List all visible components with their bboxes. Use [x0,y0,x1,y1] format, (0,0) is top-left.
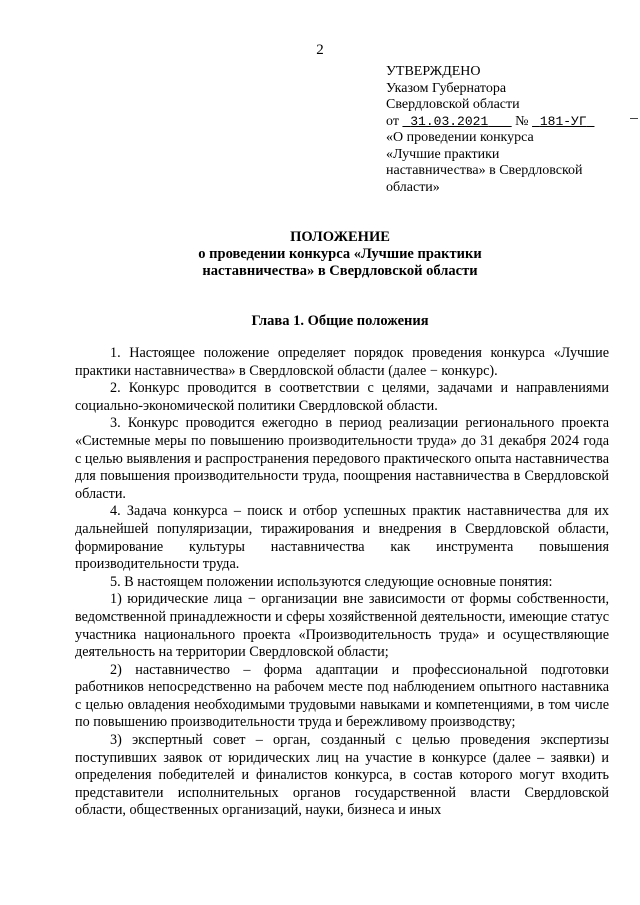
subject-line-3: наставничества» в Свердловской [386,163,583,178]
paragraph-2: 2. Конкурс проводится в соответствии с целями, задачами и направлениями социально-экономической политики Свердловской области. [75,380,609,414]
definition-3: 3) экспертный совет – орган, созданный с целью проведения экспертизы поступивших заявок от юридических лиц на участие в конкурсе (далее – заявки) и определения победителей и финалистов конкурса, в состав которого могут входить представители исполнительных органов государственной власти Свердловской области, общественных организаций, науки, бизнеса и иных [75,732,609,819]
approval-line-1: Указом Губернатора [386,80,507,96]
page-number: 2 [316,42,324,58]
document-title [0,229,640,280]
decree-number: 181-УГ [539,113,587,129]
paragraph-1: 1. Настоящее положение определяет порядок проведения конкурса «Лучшие практики наставничества» в Свердловской области (далее − конкурс). [75,345,609,379]
definition-2: 2) наставничество – форма адаптации и профессиональной подготовки работников непосредственно на рабочем месте под наблюдением опытного наставника с целью овладения необходимыми трудовыми навыками и компетенциями, в том числе по повышению производительности труда и бережливому производству; [75,661,609,731]
paragraph-4: 4. Задача конкурса – поиск и отбор успешных практик наставничества для их дальнейшей популяризации, тиражирования и внедрения в Свердловской области, формирование культуры наставничества как инструмента повышения производительности труда. [75,503,609,573]
approval-line-2: Свердловской области [386,97,520,112]
title-line-2: о проведении конкурса «Лучшие практики [198,246,482,262]
decree-date: 31.03.2021 [410,113,489,129]
definition-1: 1) юридические лица − организации вне зависимости от формы собственности, ведомственной принадлежности и сферы хозяйственной деятельности, имеющие статус участника национального проекта «Производительность труда» и осуществляющие деятельность на территории Свердловской области; [75,591,609,661]
title-line-1: ПОЛОЖЕНИЕ [290,229,390,245]
subject-line-4: области» [386,179,440,195]
title-line-3: наставничества» в Свердловской области [202,263,478,279]
chapter-heading: Глава 1. Общие положения [251,313,429,329]
paragraph-3: 3. Конкурс проводится ежегодно в период реализации регионального проекта «Системные меры по повышению производительности труда» до 31 декабря 2024 года с целью выявления и распространения передового практического опыта наставничества для повышения производительности труда, поощрения наставничества в Свердловской области. [75,415,609,502]
approval-block [386,64,622,196]
number-prefix: № [515,113,529,129]
scan-edge-mark [630,118,638,119]
approval-heading: УТВЕРЖДЕНО [386,64,481,79]
paragraph-5: 5. В настоящем положении используются следующие основные понятия: [110,573,553,590]
date-prefix: от [386,113,399,129]
subject-line-1: «О проведении конкурса [386,130,534,145]
decree-date-number [386,114,622,131]
body-text [75,345,609,820]
subject-line-2: «Лучшие практики [386,146,500,162]
